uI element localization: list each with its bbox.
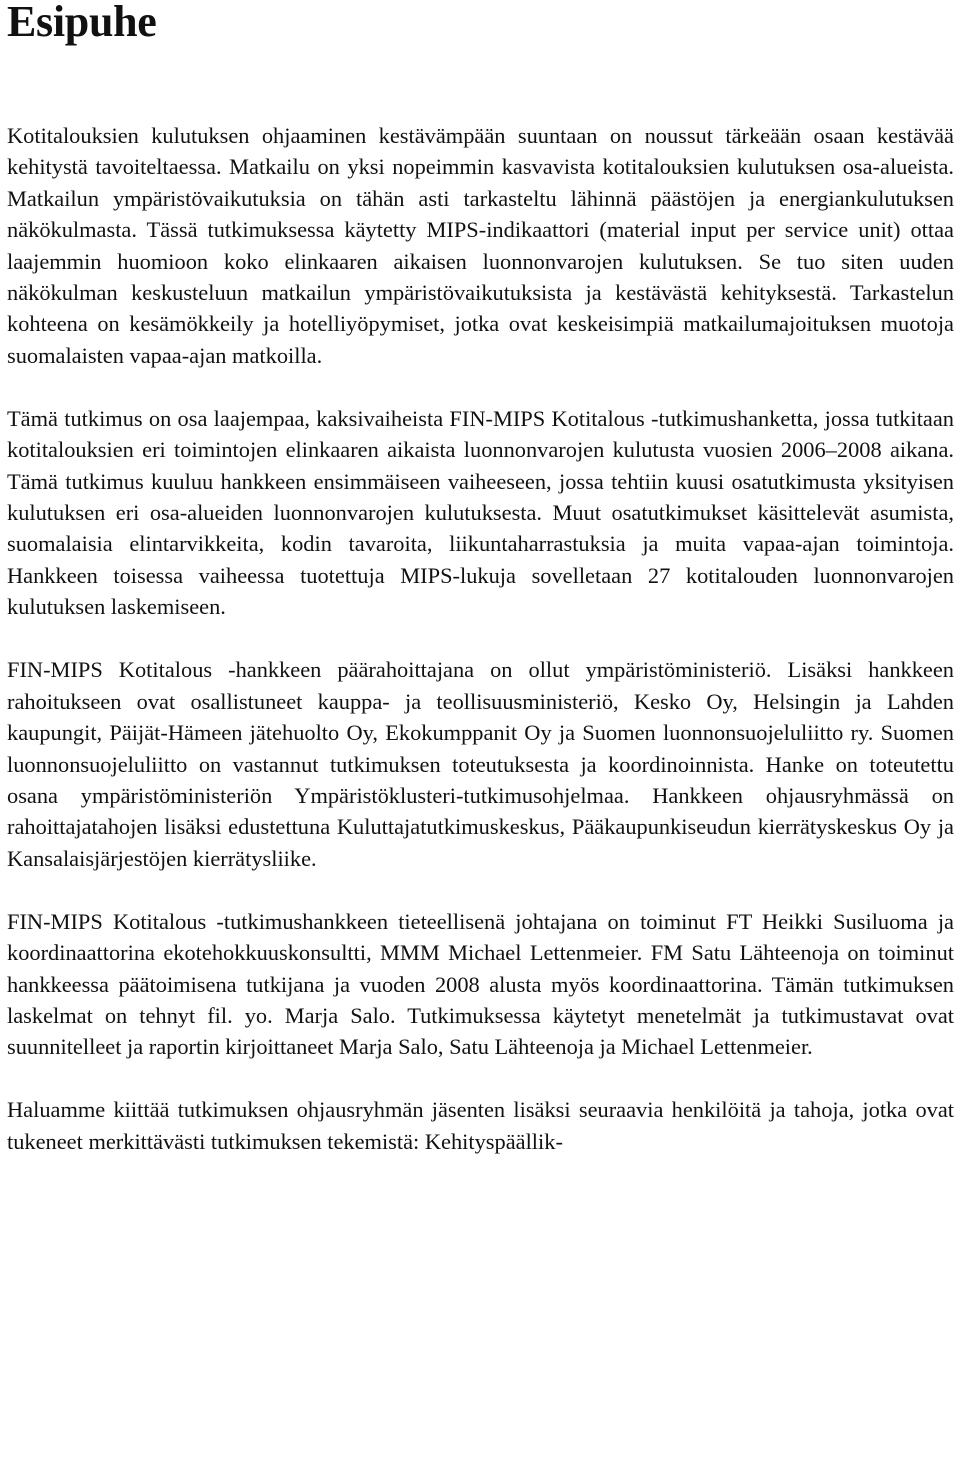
- paragraph-funding: FIN-MIPS Kotitalous -hankkeen päärahoittajana on ollut ympäristöministeriö. Lisäksi hankkeen rahoitukseen ovat osallistuneet kauppa- ja teollisuusministeriö, Kesko Oy, Helsingin ja Lahden kaupungit, Päijät-Hämeen jätehuolto Oy, Ekokumppanit Oy ja Suomen luonnonsuojeluliitto ry. Suomen luonnonsuojeluliitto on vastannut tutkimuksen toteutuksesta ja koordinoinnista. Hanke on toteutettu osana ympäristöministeriön Ympäristöklusteri-tutkimusohjelmaa. Hankkeen ohjausryhmässä on rahoittajatahojen lisäksi edustettuna Kuluttajatutkimuskeskus, Pääkaupunkiseudun kierrätyskeskus Oy ja Kansalaisjärjestöjen kierrätysliike.: [7, 657, 954, 871]
- paragraph-intro: Kotitalouksien kulutuksen ohjaaminen kestävämpään suuntaan on noussut tärkeään osaan kestävää kehitystä tavoiteltaessa. Matkailu on yksi nopeimmin kasvavista kotitalouksien kulutuksen osa-alueista. Matkailun ympäristövaikutuksia on tähän asti tarkasteltu lähinnä päästöjen ja energiankulutuksen näkökulmasta. Tässä tutkimuksessa käytetty MIPS-indikaattori (material input per service unit) ottaa laajemmin huomioon koko elinkaaren aikaisen luonnonvarojen kulutuksen. Se tuo siten uuden näkökulman keskusteluun matkailun ympäristövaikutuksista ja kestävästä kehityksestä. Tarkastelun kohteena on kesämökkeily ja hotelliyöpymiset, jotka ovat keskeisimpiä matkailumajoituksen muotoja suomalaisten vapaa-ajan matkoilla.: [7, 123, 954, 368]
- page-title: Esipuhe: [7, 0, 157, 46]
- paragraph-team: FIN-MIPS Kotitalous -tutkimushankkeen tieteellisenä johtajana on toiminut FT Heikki Susiluoma ja koordinaattorina ekotehokkuuskonsultti, MMM Michael Lettenmeier. FM Satu Lähteenoja on toiminut hankkeessa päätoimisena tutkijana ja vuoden 2008 alusta myös koordinaattorina. Tämän tutkimuksen laskelmat on tehnyt fil. yo. Marja Salo. Tutkimuksessa käytetyt menetelmät ja tutkimustavat ovat suunnitelleet ja raportin kirjoittaneet Marja Salo, Satu Lähteenoja ja Michael Lettenmeier.: [7, 908, 954, 1060]
- paragraph-thanks: Haluamme kiittää tutkimuksen ohjausryhmän jäsenten lisäksi seuraavia henkilöitä ja tahoja, jotka ovat tukeneet merkittävästi tutkimuksen tekemistä: Kehityspäällik-: [7, 1097, 954, 1154]
- paragraph-project: Tämä tutkimus on osa laajempaa, kaksivaiheista FIN-MIPS Kotitalous -tutkimushanketta, jossa tutkitaan kotitalouksien eri toimintojen elinkaaren aikaista luonnonvarojen kulutusta vuosien 2006–2008 aikana. Tämä tutkimus kuuluu hankkeen ensimmäiseen vaiheeseen, jossa tehtiin kuusi osatutkimusta yksityisen kulutuksen eri osa-alueiden luonnonvarojen kulutuksesta. Muut osatutkimukset käsittelevät asumista, suomalaisia elintarvikkeita, kodin tavaroita, liikuntaharrastuksia ja muita vapaa-ajan toimintoja. Hankkeen toisessa vaiheessa tuotettuja MIPS-lukuja sovelletaan 27 kotitalouden luonnonvarojen kulutuksen laskemiseen.: [7, 405, 954, 620]
